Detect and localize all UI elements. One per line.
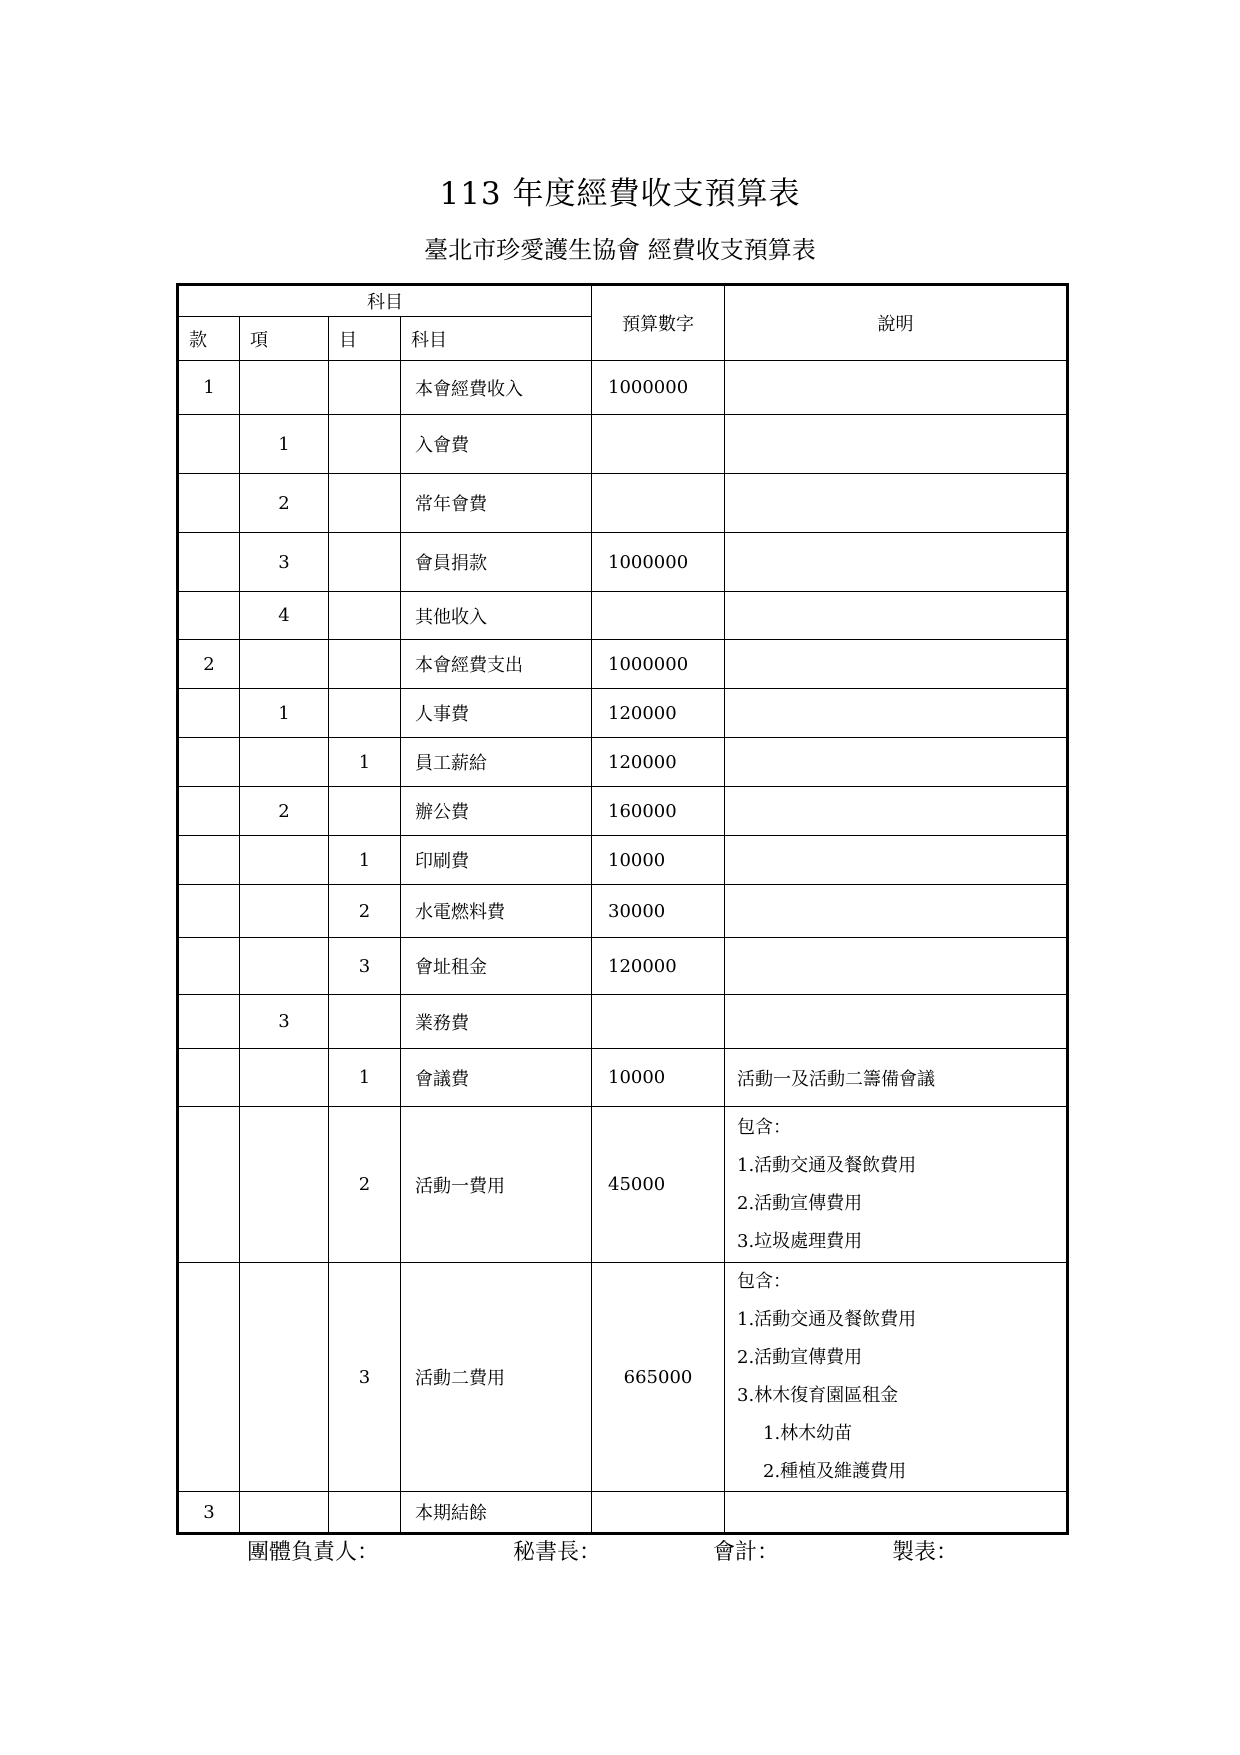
- table-row: [178, 995, 1068, 1049]
- table-row-activity-2: [178, 1263, 1068, 1492]
- cell-xiang: 1: [240, 415, 329, 474]
- cell-xiang: [240, 738, 329, 787]
- cell-name: 會員捐款: [401, 533, 592, 592]
- table-row: [178, 885, 1068, 938]
- cell-kuan: [178, 1049, 240, 1107]
- cell-kuan: [178, 938, 240, 995]
- desc-line: 1.活動交通及餐飲費用: [737, 1309, 917, 1330]
- cell-mu: [329, 787, 401, 836]
- table-row: [178, 361, 1068, 415]
- signature-leader: 團體負責人：: [247, 1540, 380, 1565]
- cell-kuan: [178, 787, 240, 836]
- cell-amount: [592, 415, 725, 474]
- header-description: 說明: [725, 285, 1068, 361]
- desc-line: 1.林木幼苗: [763, 1423, 853, 1444]
- cell-mu: [329, 361, 401, 415]
- cell-name: 會址租金: [401, 938, 592, 995]
- cell-kuan: [178, 533, 240, 592]
- cell-desc: [725, 415, 1068, 474]
- cell-mu: [329, 689, 401, 738]
- table-row: [178, 474, 1068, 533]
- cell-xiang: 1: [240, 689, 329, 738]
- desc-line: 2.活動宣傳費用: [737, 1347, 863, 1368]
- cell-desc: [725, 836, 1068, 885]
- signature-accountant: 會計：: [713, 1540, 780, 1565]
- table-row: [178, 1049, 1068, 1107]
- table-row: [178, 533, 1068, 592]
- cell-mu: 3: [329, 1263, 401, 1492]
- budget-table: [176, 283, 1069, 1535]
- cell-desc: [725, 689, 1068, 738]
- cell-mu: 3: [329, 938, 401, 995]
- document-title: 113 年度經費收支預算表: [439, 176, 801, 212]
- cell-mu: 2: [329, 885, 401, 938]
- cell-amount: 120000: [592, 938, 725, 995]
- desc-line: 包含：: [737, 1271, 791, 1292]
- cell-kuan: [178, 1263, 240, 1492]
- cell-amount: [592, 1492, 725, 1534]
- cell-desc: [725, 640, 1068, 689]
- cell-name: 活動二費用: [401, 1263, 592, 1492]
- desc-line: 包含：: [737, 1116, 791, 1138]
- table-row: [178, 836, 1068, 885]
- cell-name: 本會經費支出: [401, 640, 592, 689]
- cell-xiang: [240, 640, 329, 689]
- cell-amount: 120000: [592, 689, 725, 738]
- cell-desc: [725, 361, 1068, 415]
- cell-mu: [329, 995, 401, 1049]
- cell-desc: [725, 1263, 1068, 1492]
- cell-name: 印刷費: [401, 836, 592, 885]
- cell-name: 業務費: [401, 995, 592, 1049]
- cell-desc: [725, 1492, 1068, 1534]
- cell-xiang: [240, 1492, 329, 1534]
- table-row-balance: [178, 1492, 1068, 1534]
- cell-amount: 1000000: [592, 640, 725, 689]
- table-row: [178, 640, 1068, 689]
- header-amount: 預算數字: [592, 285, 725, 361]
- cell-kuan: [178, 885, 240, 938]
- cell-name: 辦公費: [401, 787, 592, 836]
- cell-xiang: [240, 938, 329, 995]
- cell-name: 本會經費收入: [401, 361, 592, 415]
- table-row: [178, 938, 1068, 995]
- cell-kuan: [178, 415, 240, 474]
- cell-kuan: 1: [178, 361, 240, 415]
- signature-line: [0, 1535, 1240, 1567]
- cell-mu: [329, 474, 401, 533]
- cell-xiang: [240, 836, 329, 885]
- cell-name: 常年會費: [401, 474, 592, 533]
- cell-xiang: [240, 885, 329, 938]
- desc-line: 2.活動宣傳費用: [737, 1192, 863, 1214]
- header-subject-group: 科目: [178, 285, 592, 317]
- cell-desc: [725, 885, 1068, 938]
- table-row-activity-1: [178, 1107, 1068, 1263]
- cell-name: 活動一費用: [401, 1107, 592, 1263]
- cell-kuan: [178, 1107, 240, 1263]
- cell-mu: 1: [329, 1049, 401, 1107]
- cell-name: 入會費: [401, 415, 592, 474]
- cell-xiang: 4: [240, 592, 329, 640]
- cell-kuan: [178, 689, 240, 738]
- cell-kuan: [178, 995, 240, 1049]
- table-row: [178, 689, 1068, 738]
- cell-xiang: [240, 1263, 329, 1492]
- cell-kuan: 3: [178, 1492, 240, 1534]
- table-row: [178, 738, 1068, 787]
- cell-amount: [592, 995, 725, 1049]
- document-subtitle: 臺北市珍愛護生協會 經費收支預算表: [424, 236, 816, 264]
- cell-xiang: [240, 361, 329, 415]
- cell-xiang: [240, 1107, 329, 1263]
- cell-amount: 665000: [592, 1263, 725, 1492]
- cell-mu: 2: [329, 1107, 401, 1263]
- cell-desc: [725, 738, 1068, 787]
- desc-line: 2.種植及維護費用: [763, 1461, 907, 1482]
- desc-line: 1.活動交通及餐飲費用: [737, 1154, 917, 1176]
- cell-amount: 120000: [592, 738, 725, 787]
- cell-xiang: 3: [240, 995, 329, 1049]
- cell-xiang: 3: [240, 533, 329, 592]
- cell-mu: [329, 592, 401, 640]
- cell-desc: [725, 533, 1068, 592]
- cell-mu: [329, 415, 401, 474]
- cell-desc: [725, 592, 1068, 640]
- cell-amount: 45000: [592, 1107, 725, 1263]
- table-row: [178, 415, 1068, 474]
- cell-name: 會議費: [401, 1049, 592, 1107]
- cell-kuan: 2: [178, 640, 240, 689]
- cell-xiang: 2: [240, 474, 329, 533]
- signature-secretary: 秘書長：: [513, 1540, 602, 1565]
- cell-name: 本期結餘: [401, 1492, 592, 1534]
- table-row: [178, 787, 1068, 836]
- cell-mu: [329, 533, 401, 592]
- signature-preparer: 製表：: [892, 1540, 959, 1565]
- cell-kuan: [178, 738, 240, 787]
- cell-xiang: [240, 1049, 329, 1107]
- cell-mu: 1: [329, 836, 401, 885]
- cell-amount: 10000: [592, 1049, 725, 1107]
- cell-amount: [592, 474, 725, 533]
- cell-name: 人事費: [401, 689, 592, 738]
- cell-desc: 活動一及活動二籌備會議: [725, 1049, 1068, 1107]
- cell-amount: [592, 592, 725, 640]
- cell-name: 水電燃料費: [401, 885, 592, 938]
- desc-line: 3.垃圾處理費用: [737, 1230, 863, 1252]
- cell-amount: 10000: [592, 836, 725, 885]
- desc-line: 3.林木復育園區租金: [737, 1385, 899, 1406]
- header-subject-name: 科目: [401, 317, 592, 361]
- cell-desc: [725, 474, 1068, 533]
- cell-desc: [725, 787, 1068, 836]
- cell-name: 員工薪給: [401, 738, 592, 787]
- header-mu: 目: [329, 317, 401, 361]
- cell-amount: 1000000: [592, 533, 725, 592]
- cell-mu: 1: [329, 738, 401, 787]
- cell-mu: [329, 640, 401, 689]
- cell-amount: 30000: [592, 885, 725, 938]
- cell-desc: [725, 938, 1068, 995]
- cell-kuan: [178, 592, 240, 640]
- cell-xiang: 2: [240, 787, 329, 836]
- cell-amount: 160000: [592, 787, 725, 836]
- header-kuan: 款: [178, 317, 240, 361]
- cell-name: 其他收入: [401, 592, 592, 640]
- header-xiang: 項: [240, 317, 329, 361]
- cell-mu: [329, 1492, 401, 1534]
- cell-kuan: [178, 474, 240, 533]
- table-row: [178, 592, 1068, 640]
- cell-kuan: [178, 836, 240, 885]
- cell-desc: [725, 995, 1068, 1049]
- cell-desc: [725, 1107, 1068, 1263]
- cell-amount: 1000000: [592, 361, 725, 415]
